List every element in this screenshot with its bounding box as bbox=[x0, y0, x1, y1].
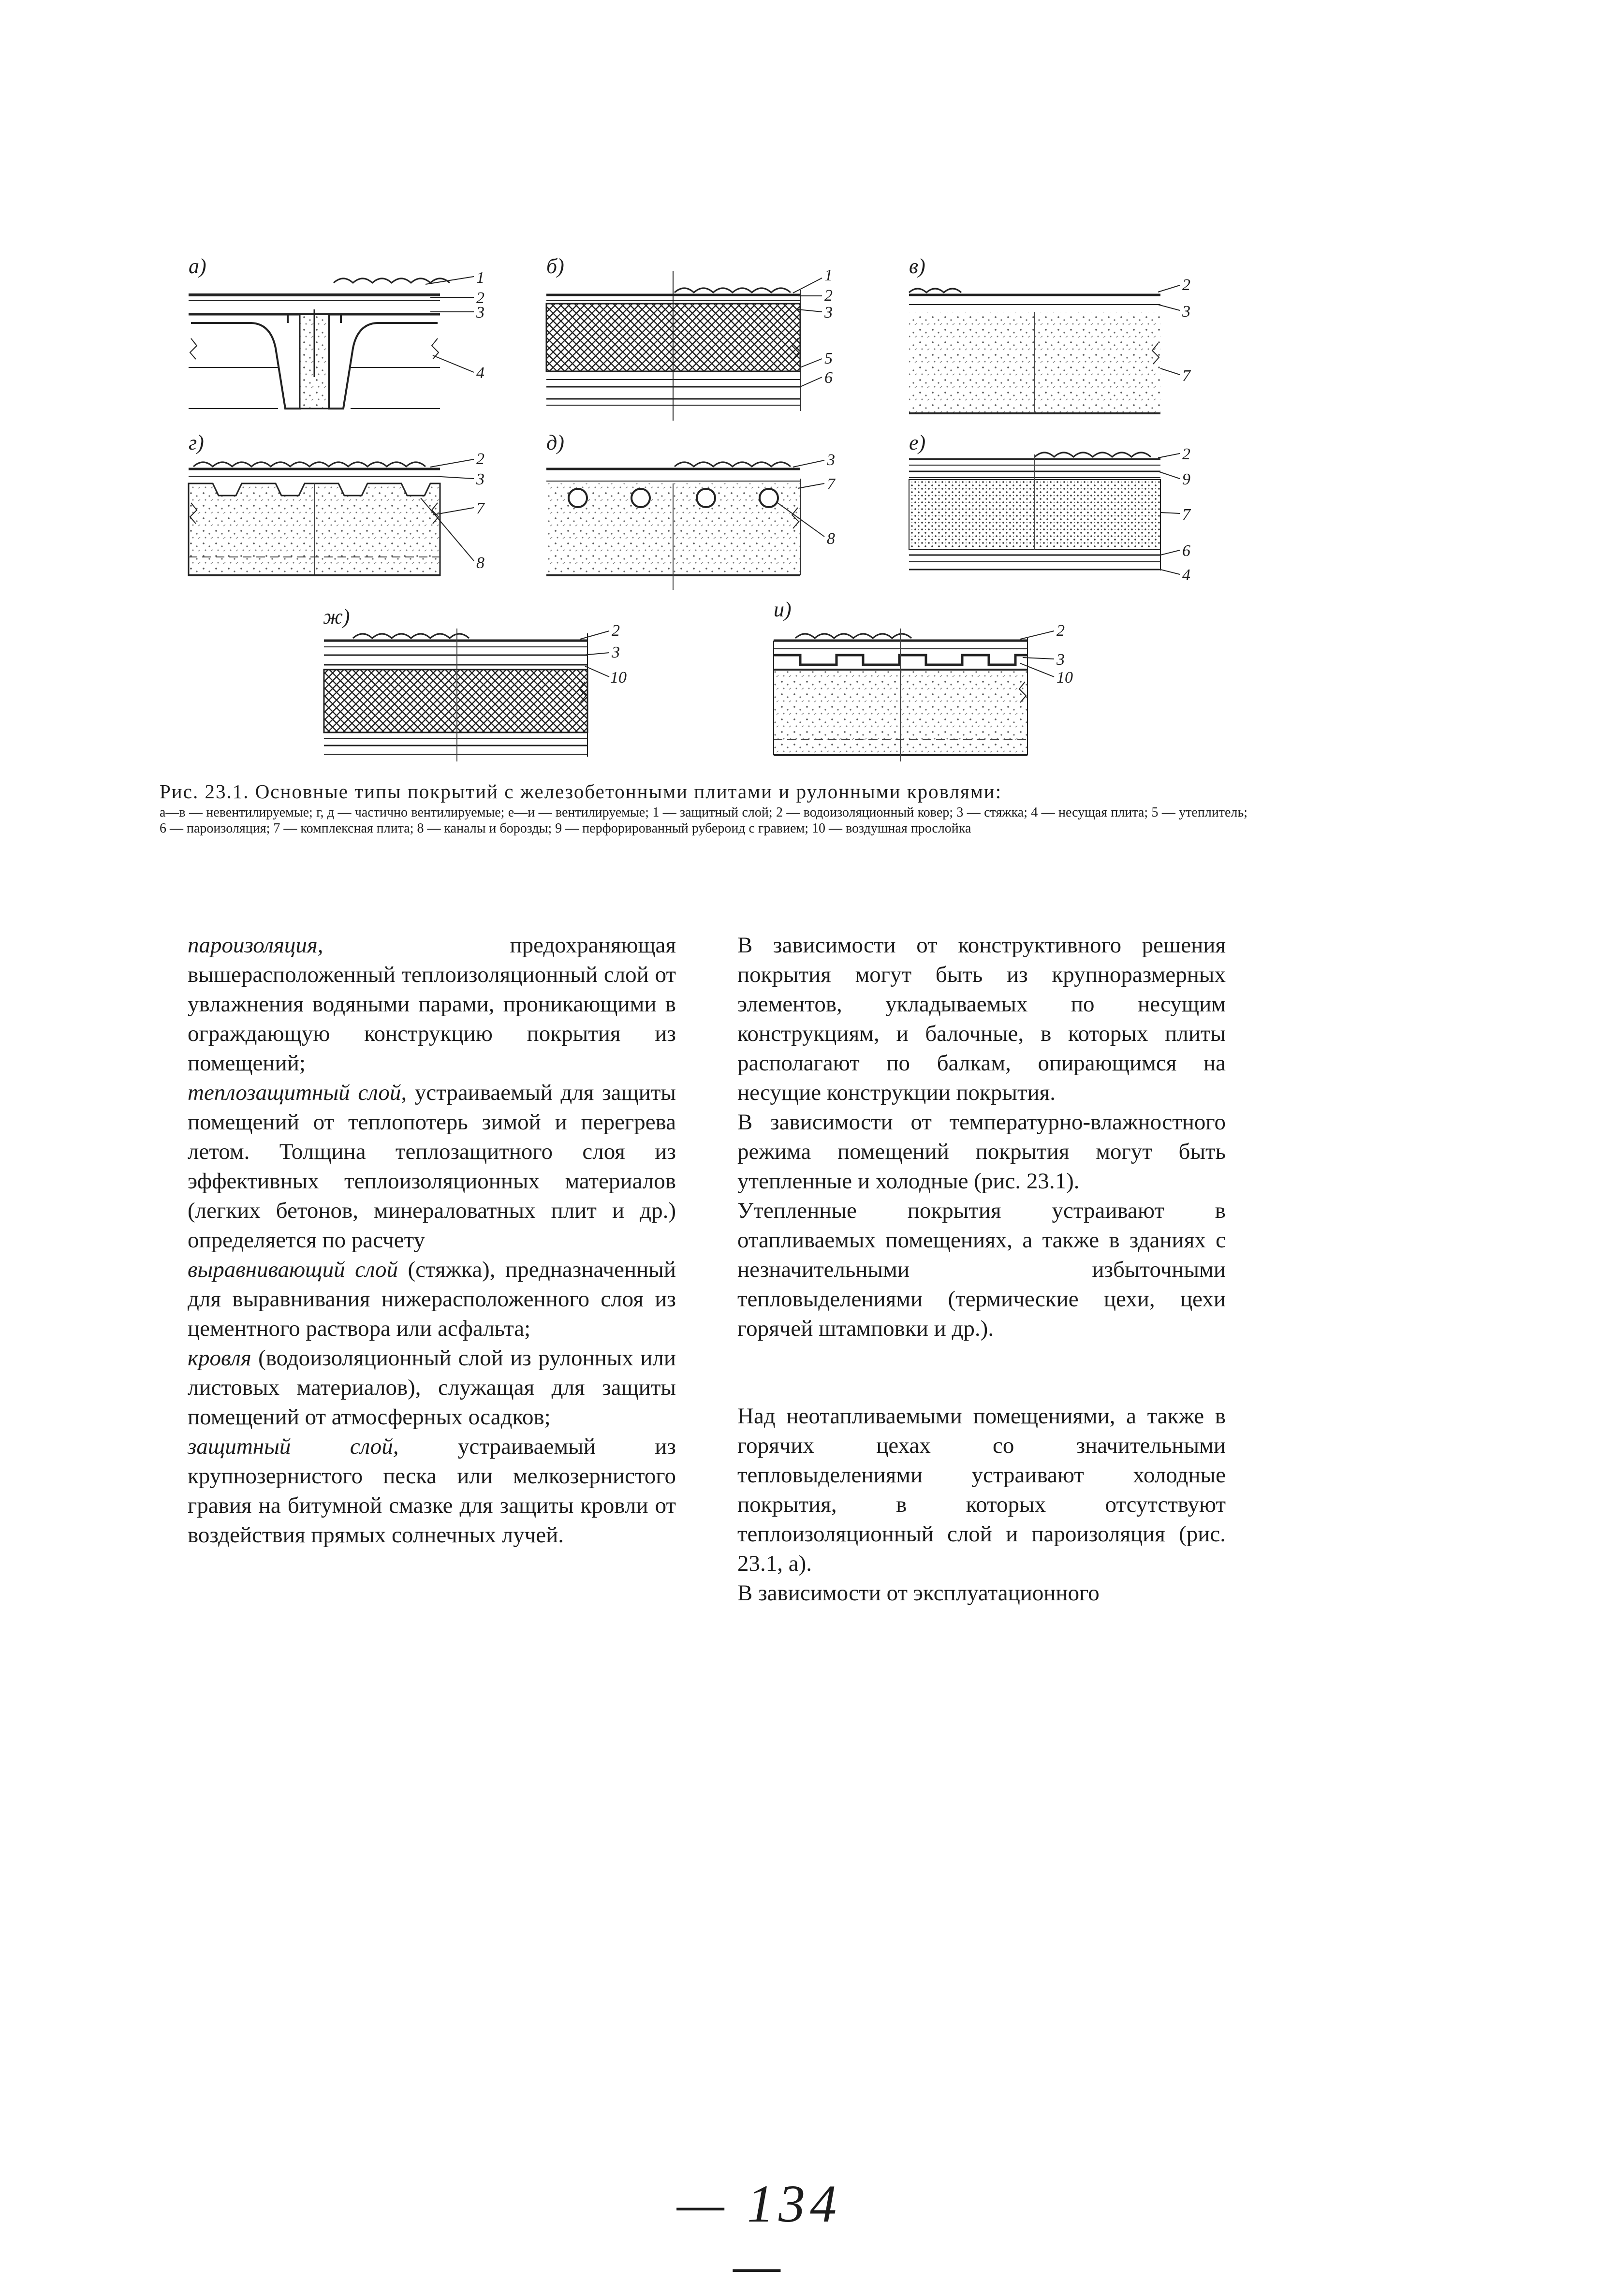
callout-number: 7 bbox=[1182, 367, 1190, 385]
callout-number: 2 bbox=[824, 287, 833, 305]
panel-label: д) bbox=[546, 431, 564, 454]
panel-e bbox=[909, 431, 1191, 584]
callout-number: 7 bbox=[1182, 506, 1190, 524]
paragraph-text: устраиваемый для защиты помещений от теплопотерь зимой и перегрева летом. Толщина теплозащитного слоя из эффективных теплоизоляционных материалов (легких бетонов, минераловатных плит и др.) определяется по расчету bbox=[188, 1080, 676, 1253]
panel-d bbox=[546, 431, 836, 590]
panel-b bbox=[546, 254, 833, 421]
paragraph bbox=[188, 1078, 676, 1255]
panel-label: б) bbox=[546, 254, 564, 278]
callout-number: 2 bbox=[476, 289, 484, 307]
callout-number: 2 bbox=[476, 450, 484, 468]
panel-a bbox=[189, 254, 484, 409]
term: защитный слой, bbox=[188, 1434, 399, 1459]
callout-number: 2 bbox=[1182, 276, 1190, 294]
callout-number: 3 bbox=[476, 304, 484, 322]
callout-number: 7 bbox=[827, 475, 835, 493]
callout-number: 3 bbox=[827, 451, 835, 469]
paragraph-text: (стяжка), предназначенный для выравнивания нижерасположенного слоя из цементного раствора или асфальта; bbox=[188, 1257, 676, 1341]
paragraph: Утепленные покрытия устраивают в отапливаемых помещениях, а также в зданиях с незначительными избыточными тепловыделениями (термические цехи, цехи горячей штамповки и др.). bbox=[737, 1198, 1226, 1341]
callout-number: 3 bbox=[476, 470, 484, 488]
page-number: — 134 — bbox=[676, 2174, 842, 2295]
panel-i bbox=[774, 598, 1073, 761]
caption-legend: а—в — невентилируемые; г, д — частично вентилируемые; е—и — вентилируемые; 1 — защитный слой; 2 — водоизоляционный ковер; 3 — стяжка; 4 — несущая плита; 5 — утеплитель; 6 — пароизоляция; 7 — комплексная плита; 8 — каналы и борозды; 9 — перфорированный рубероид с гравием; 10 — воздушная прослойка bbox=[160, 805, 1247, 836]
term: пароизоляция, bbox=[188, 933, 323, 958]
panel-zh bbox=[323, 605, 627, 761]
term: кровля bbox=[188, 1345, 251, 1371]
callout-number: 2 bbox=[1056, 622, 1065, 640]
callout-number: 4 bbox=[1182, 566, 1190, 584]
callout-number: 6 bbox=[1182, 542, 1190, 560]
callout-number: 6 bbox=[824, 369, 833, 387]
callout-number: 2 bbox=[1182, 445, 1190, 463]
callout-number: 2 bbox=[612, 622, 620, 640]
callout-number: 8 bbox=[476, 554, 484, 572]
paragraph-text: (водоизоляционный слой из рулонных или листовых материалов), служащая для защиты помещений от атмосферных осадков; bbox=[188, 1345, 676, 1430]
term: теплозащитный слой, bbox=[188, 1080, 407, 1105]
paragraph bbox=[188, 1255, 676, 1344]
callout-number: 3 bbox=[824, 304, 833, 322]
panel-label: ж) bbox=[323, 605, 350, 629]
callout-number: 1 bbox=[824, 266, 833, 284]
panel-label: а) bbox=[189, 254, 206, 278]
left-column bbox=[188, 931, 676, 1550]
callout-number: 5 bbox=[824, 350, 833, 367]
paragraph-text: предохраняющая вышерасположенный теплоизоляционный слой от увлажнения водяными парами, проникающими в ограждающую конструкцию покрытия из помещений; bbox=[188, 933, 676, 1076]
callout-number: 3 bbox=[1182, 303, 1190, 321]
paragraph-text: устраиваемый из крупнозернистого песка или мелкозернистого гравия на битумной смазке для защиты кровли от воздействия прямых солнечных лучей. bbox=[188, 1434, 676, 1548]
paragraph: В зависимости от температурно-влажностного режима помещений покрытия могут быть утепленные и холодные (рис. 23.1). bbox=[737, 1110, 1226, 1194]
caption-title: Рис. 23.1. Основные типы покрытий с железобетонными плитами и рулонными кровлями: bbox=[160, 780, 1002, 803]
figure-caption bbox=[160, 781, 1247, 836]
panel-label: г) bbox=[189, 431, 204, 454]
panel-v bbox=[909, 254, 1191, 413]
term: выравнивающий слой bbox=[188, 1257, 398, 1282]
callout-number: 9 bbox=[1182, 470, 1190, 488]
callout-number: 10 bbox=[610, 669, 627, 687]
right-column bbox=[737, 931, 1226, 1608]
callout-number: 3 bbox=[1056, 651, 1065, 669]
panel-g bbox=[189, 431, 485, 575]
panel-label: е) bbox=[909, 431, 926, 454]
callout-number: 10 bbox=[1056, 669, 1073, 687]
callout-number: 1 bbox=[476, 269, 484, 287]
callout-number: 4 bbox=[476, 364, 484, 382]
paragraph: Над неотапливаемыми помещениями, а также в горячих цехах со значительными тепловыделениями устраивают холодные покрытия, в которых отсутствуют теплоизоляционный слой и пароизоляция (рис. 23.1, а). bbox=[737, 1404, 1226, 1576]
callout-number: 3 bbox=[612, 643, 620, 661]
paragraph: В зависимости от эксплуатационного bbox=[737, 1580, 1100, 1606]
paragraph bbox=[188, 1432, 676, 1550]
panel-label: в) bbox=[909, 254, 925, 278]
callout-number: 8 bbox=[827, 530, 835, 548]
panel-label: и) bbox=[774, 598, 792, 621]
paragraph: В зависимости от конструктивного решения покрытия могут быть из крупноразмерных элементов, укладываемых по несущим конструкциям, и балочные, в которых плиты располагают по балкам, опирающимся на несущие конструкции покрытия. bbox=[737, 933, 1226, 1105]
paragraph bbox=[188, 1344, 676, 1432]
paragraph bbox=[188, 931, 676, 1078]
roof-types-figure bbox=[0, 0, 1599, 783]
callout-number: 7 bbox=[476, 499, 484, 517]
